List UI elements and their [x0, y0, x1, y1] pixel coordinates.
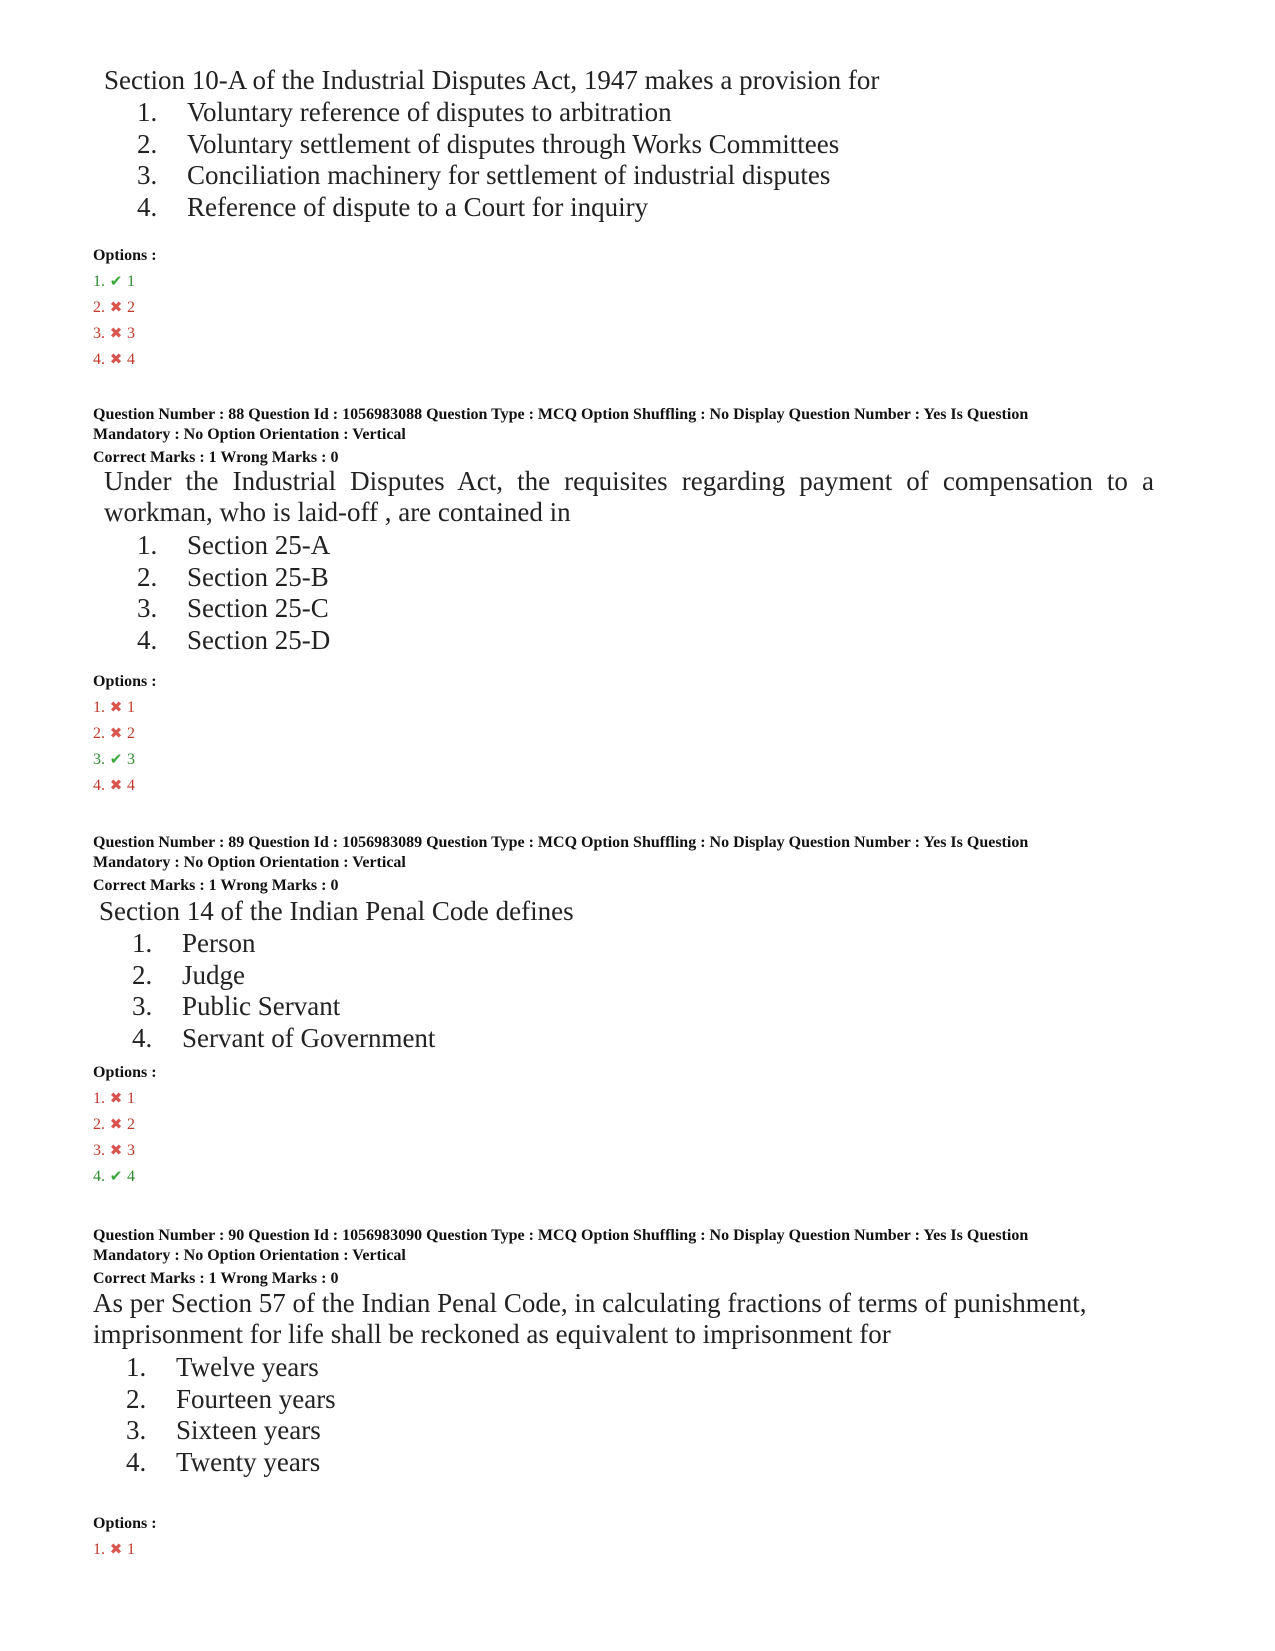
choice-text: Sixteen years: [176, 1415, 321, 1445]
choice-number: 1.: [126, 1352, 147, 1382]
choice-text: Fourteen years: [176, 1383, 336, 1414]
question-marks: Correct Marks : 1 Wrong Marks : 0: [93, 877, 339, 894]
choice-number: 3.: [126, 1415, 147, 1445]
option-value: 2: [127, 725, 135, 742]
option-item: [93, 1086, 135, 1112]
option-value: 4: [127, 777, 135, 794]
choice-text: Section 25-A: [187, 530, 331, 560]
option-value: 3: [127, 1142, 135, 1159]
option-number: 1.: [93, 1090, 105, 1107]
checkmark-icon: ✔: [109, 1169, 123, 1185]
choice-number: 3.: [137, 593, 158, 623]
cross-icon: ✖: [109, 700, 123, 716]
option-value: 1: [127, 1090, 135, 1107]
question-meta: [93, 833, 1193, 873]
question-meta-line: Mandatory : No Option Orientation : Vertical: [93, 1247, 406, 1264]
cross-icon: ✖: [109, 326, 123, 342]
option-number: 3.: [93, 751, 105, 768]
choice-number: 1.: [137, 97, 158, 127]
answer-choice: [137, 593, 330, 625]
answer-choices: [126, 1352, 336, 1478]
options-label: Options :: [93, 673, 157, 690]
answer-choice: [132, 1023, 435, 1055]
options-label: Options :: [93, 247, 157, 264]
choice-text: Judge: [182, 959, 245, 990]
option-number: 1.: [93, 1541, 105, 1558]
cross-icon: ✖: [109, 1143, 123, 1159]
options-list: [93, 269, 135, 373]
option-number: 2.: [93, 299, 105, 316]
option-value: 1: [127, 699, 135, 716]
option-item: [93, 1112, 135, 1138]
option-number: 4.: [93, 1168, 105, 1185]
question-stem: Section 10-A of the Industrial Disputes Act, 1947 makes a provision for: [104, 65, 880, 95]
option-value: 2: [127, 1116, 135, 1133]
option-item: [93, 1138, 135, 1164]
choice-text: Section 25-B: [187, 561, 329, 592]
question-stem: Section 14 of the Indian Penal Code defines: [99, 896, 574, 926]
answer-choice: [137, 562, 330, 594]
choice-text: Servant of Government: [182, 1022, 436, 1053]
question-meta: [93, 405, 1193, 445]
option-item: [93, 269, 135, 295]
question-stem: Under the Industrial Disputes Act, the requisites regarding payment of compensation to a workman, who is laid-off , are contained in: [104, 466, 1154, 527]
choice-number: 4.: [137, 191, 158, 222]
answer-choice: [126, 1447, 336, 1479]
choice-text: Voluntary reference of disputes to arbitration: [187, 97, 672, 127]
choice-text: Twenty years: [176, 1446, 321, 1477]
question-meta-line: Question Number : 90 Question Id : 1056983090 Question Type : MCQ Option Shuffling : No Display Question Number : Yes Is Question: [93, 1227, 1029, 1244]
option-number: 3.: [93, 325, 105, 342]
choice-text: Public Servant: [182, 991, 341, 1021]
cross-icon: ✖: [109, 1117, 123, 1133]
answer-choice: [137, 192, 839, 224]
option-number: 3.: [93, 1142, 105, 1159]
question-marks: Correct Marks : 1 Wrong Marks : 0: [93, 1270, 339, 1287]
answer-choice: [132, 991, 435, 1023]
options-list: [93, 695, 135, 799]
checkmark-icon: ✔: [109, 274, 123, 290]
option-number: 2.: [93, 725, 105, 742]
question-meta-line: Mandatory : No Option Orientation : Vertical: [93, 426, 406, 443]
choice-number: 1.: [132, 928, 153, 958]
option-item: [93, 695, 135, 721]
cross-icon: ✖: [109, 352, 123, 368]
cross-icon: ✖: [109, 778, 123, 794]
option-item: [93, 721, 135, 747]
option-value: 4: [127, 1168, 135, 1185]
answer-choices: [132, 928, 435, 1054]
option-number: 1.: [93, 273, 105, 290]
answer-choice: [137, 625, 330, 657]
answer-choices: [137, 97, 839, 223]
option-number: 4.: [93, 777, 105, 794]
choice-text: Voluntary settlement of disputes through Works Committees: [187, 128, 840, 159]
question-meta-line: Mandatory : No Option Orientation : Vertical: [93, 854, 406, 871]
answer-choice: [132, 960, 435, 992]
cross-icon: ✖: [109, 726, 123, 742]
options-list: [93, 1537, 135, 1563]
option-value: 2: [127, 299, 135, 316]
question-meta-line: Question Number : 89 Question Id : 1056983089 Question Type : MCQ Option Shuffling : No Display Question Number : Yes Is Question: [93, 834, 1029, 851]
option-number: 4.: [93, 351, 105, 368]
question-stem: As per Section 57 of the Indian Penal Code, in calculating fractions of terms of punishment, imprisonment for life shall be reckoned as equivalent to imprisonment for: [93, 1288, 1087, 1349]
answer-choice: [126, 1352, 336, 1384]
option-value: 4: [127, 351, 135, 368]
answer-choice: [137, 530, 330, 562]
cross-icon: ✖: [109, 300, 123, 316]
option-value: 1: [127, 273, 135, 290]
choice-number: 2.: [137, 561, 158, 592]
option-number: 1.: [93, 699, 105, 716]
question-marks: Correct Marks : 1 Wrong Marks : 0: [93, 449, 339, 466]
choice-number: 4.: [132, 1022, 153, 1053]
choice-number: 3.: [132, 991, 153, 1021]
answer-choices: [137, 530, 330, 656]
answer-choice: [126, 1415, 336, 1447]
choice-text: Reference of dispute to a Court for inquiry: [187, 191, 649, 222]
option-item: [93, 295, 135, 321]
option-item: [93, 747, 135, 773]
cross-icon: ✖: [109, 1542, 123, 1558]
option-value: 3: [127, 751, 135, 768]
question-meta: [93, 1226, 1193, 1266]
choice-number: 2.: [132, 959, 153, 990]
choice-number: 1.: [137, 530, 158, 560]
choice-number: 4.: [126, 1446, 147, 1477]
choice-text: Section 25-C: [187, 593, 329, 623]
answer-choice: [137, 160, 839, 192]
option-item: [93, 1164, 135, 1190]
choice-number: 3.: [137, 160, 158, 190]
answer-choice: [137, 97, 839, 129]
checkmark-icon: ✔: [109, 752, 123, 768]
option-item: [93, 347, 135, 373]
option-number: 2.: [93, 1116, 105, 1133]
choice-number: 2.: [126, 1383, 147, 1414]
options-label: Options :: [93, 1064, 157, 1081]
choice-text: Conciliation machinery for settlement of industrial disputes: [187, 160, 831, 190]
cross-icon: ✖: [109, 1091, 123, 1107]
choice-text: Section 25-D: [187, 624, 331, 655]
answer-choice: [132, 928, 435, 960]
option-value: 3: [127, 325, 135, 342]
choice-number: 4.: [137, 624, 158, 655]
answer-choice: [126, 1384, 336, 1416]
options-label: Options :: [93, 1515, 157, 1532]
options-list: [93, 1086, 135, 1190]
choice-text: Twelve years: [176, 1352, 319, 1382]
option-item: [93, 1537, 135, 1563]
choice-number: 2.: [137, 128, 158, 159]
question-meta-line: Question Number : 88 Question Id : 1056983088 Question Type : MCQ Option Shuffling : No Display Question Number : Yes Is Question: [93, 406, 1029, 423]
option-item: [93, 773, 135, 799]
option-value: 1: [127, 1541, 135, 1558]
option-item: [93, 321, 135, 347]
choice-text: Person: [182, 928, 256, 958]
answer-choice: [137, 129, 839, 161]
